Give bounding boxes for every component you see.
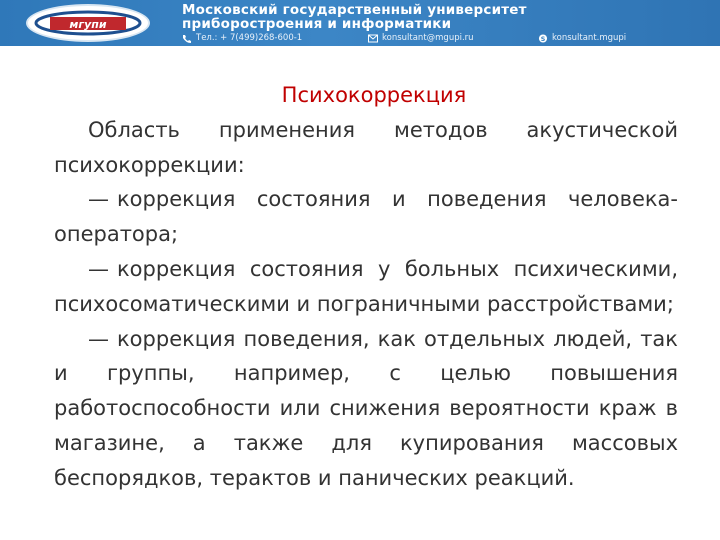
contact-phone xyxy=(182,33,302,43)
university-logo xyxy=(26,4,150,42)
list-item xyxy=(54,182,678,252)
dash-marker: — xyxy=(88,256,109,281)
logo-emblem-icon xyxy=(28,6,148,40)
contact-email[interactable] xyxy=(368,33,474,43)
skype-text: konsultant.mgupi xyxy=(552,33,627,43)
phone-text: Тел.: + 7(499)268-600-1 xyxy=(196,33,303,43)
dash-marker: — xyxy=(88,187,109,212)
email-text: konsultant@mgupi.ru xyxy=(382,33,474,43)
slide-title: Психокоррекция xyxy=(281,83,467,107)
university-name-line1: Московский государственный университет xyxy=(182,2,527,18)
dash-marker: — xyxy=(88,326,109,351)
skype-icon xyxy=(538,34,548,43)
svg-text:S: S xyxy=(540,35,546,43)
list-item-text: коррекция состояния и поведения человека-оператора; xyxy=(54,187,678,247)
contact-skype[interactable] xyxy=(538,33,626,43)
contacts-row xyxy=(182,33,712,45)
list-item xyxy=(54,322,678,496)
phone-icon xyxy=(182,34,192,43)
header-banner xyxy=(0,0,720,46)
intro-paragraph: Область применения методов акустической психокоррекции: xyxy=(54,117,678,177)
list-item xyxy=(54,252,678,322)
university-name-line2: приборостроения и информатики xyxy=(182,16,452,32)
list-item-text: коррекция состояния у больных психическими, психосоматическими и пограничными расстройствами; xyxy=(54,256,678,316)
logo-text: мгупи xyxy=(69,18,107,31)
mail-icon xyxy=(368,34,378,43)
list-item-text: коррекция поведения, как отдельных людей, так и группы, например, с целью повышения работоспособности или снижения вероятности краж в магазине, а также для купирования массовых беспорядков, терактов и панических реакций. xyxy=(54,326,678,490)
slide-body xyxy=(54,78,678,496)
